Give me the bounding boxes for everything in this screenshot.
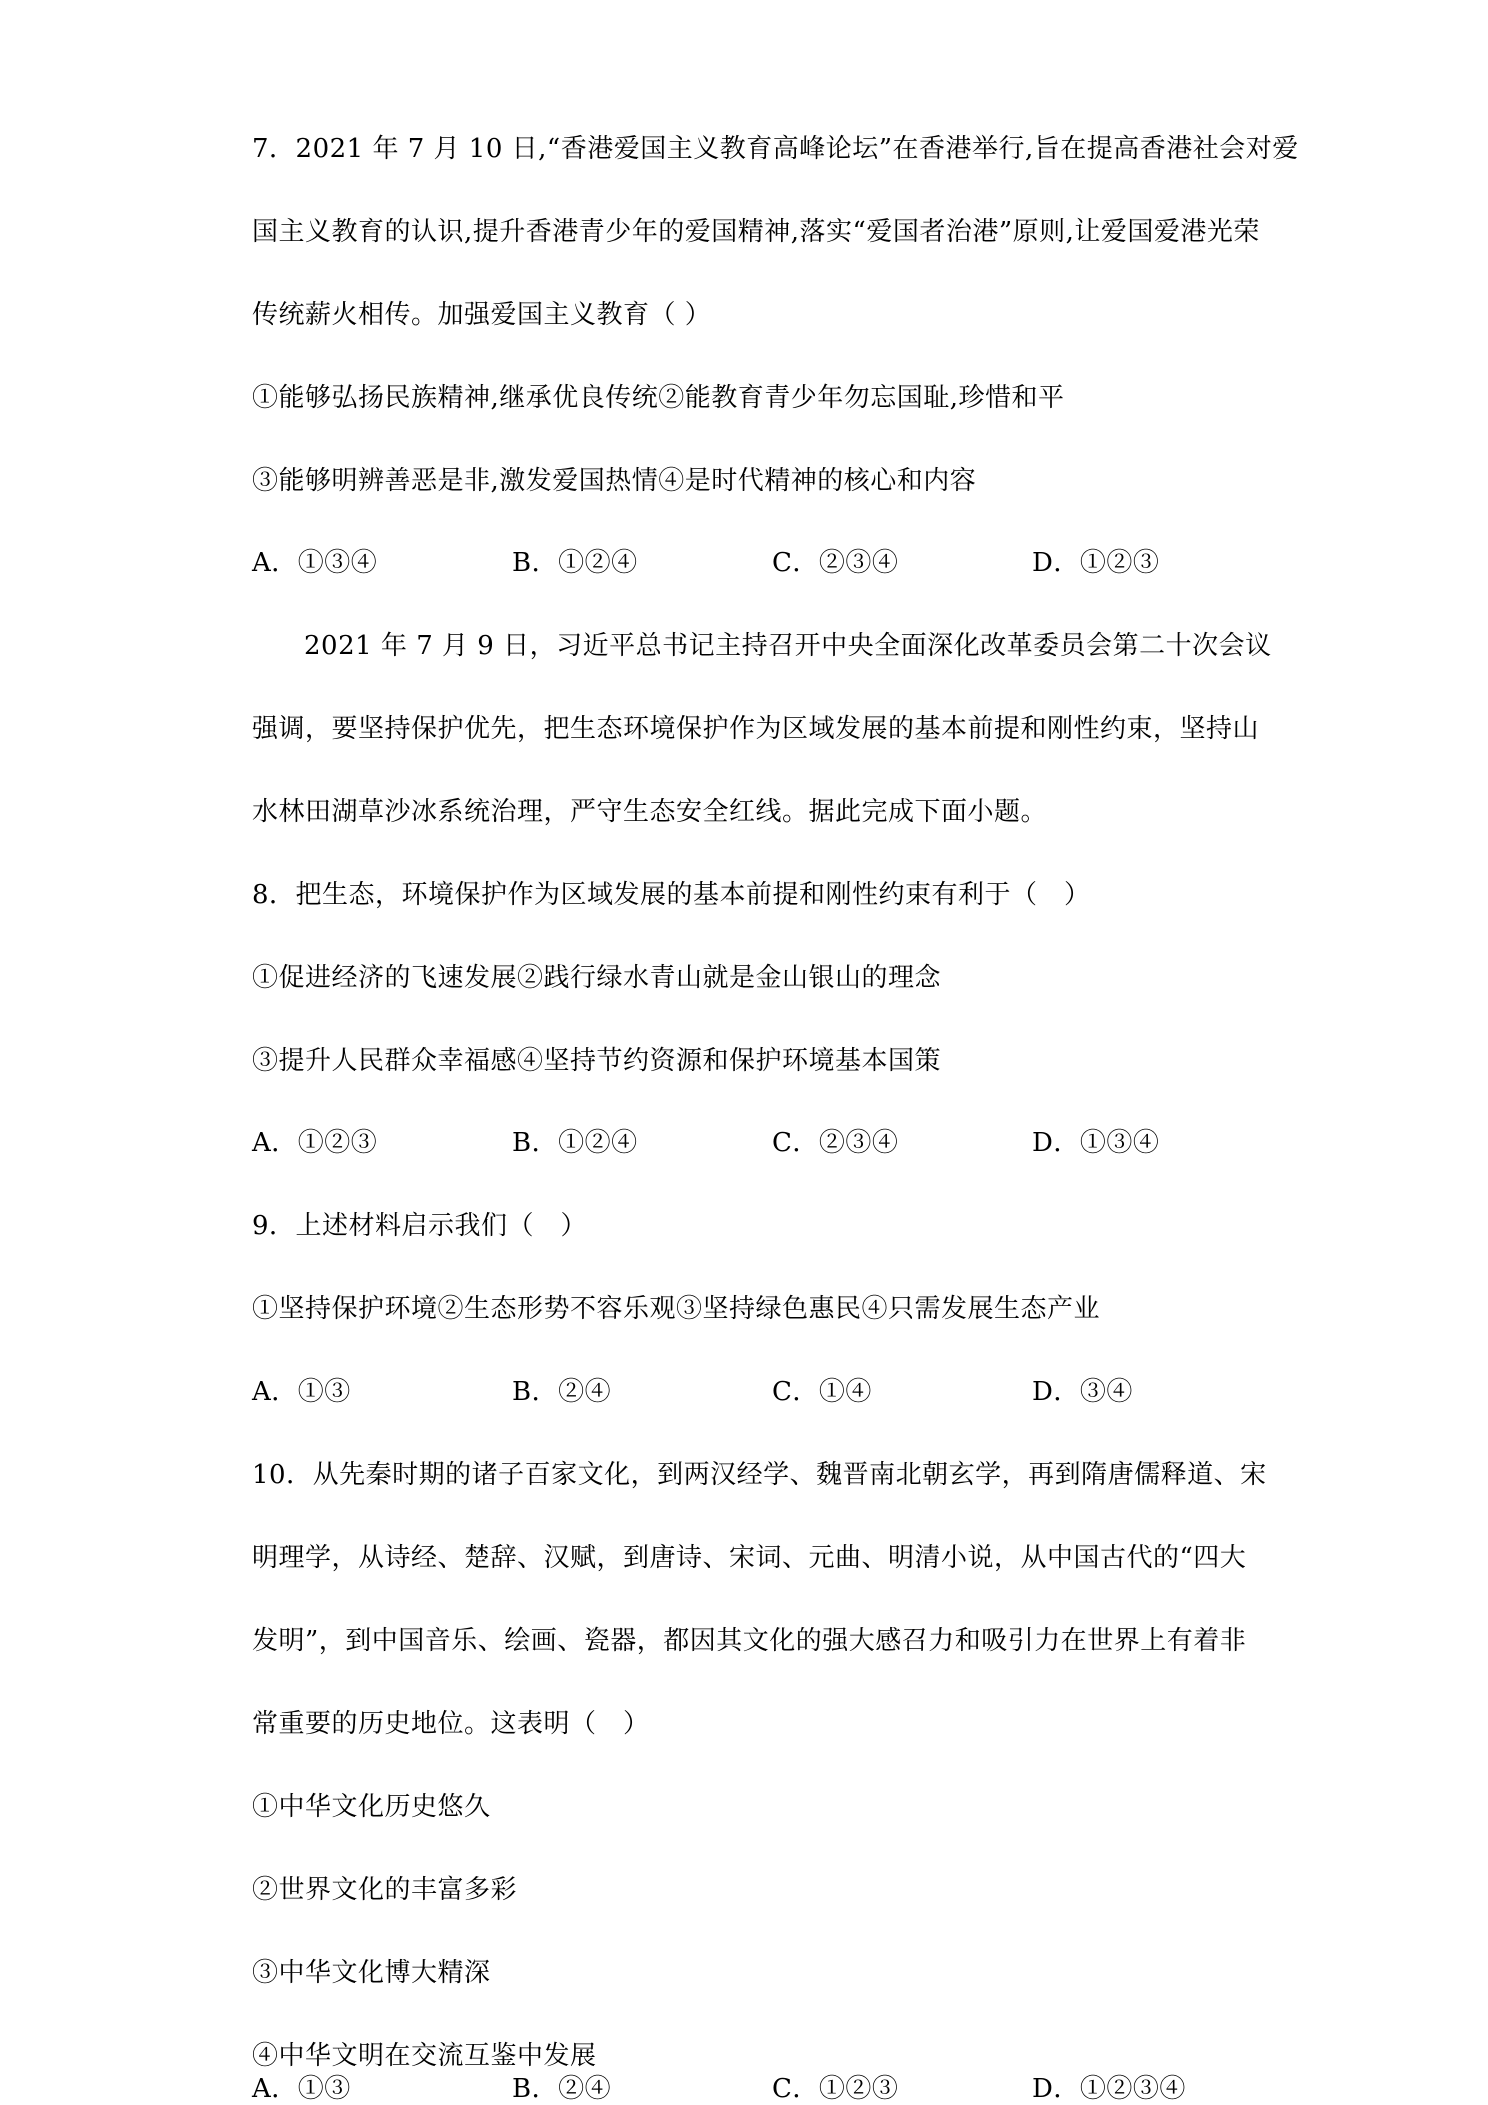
q7-statement-2: ③能够明辨善恶是非,激发爱国热情④是时代精神的核心和内容 (252, 466, 977, 496)
q9-stem: 9．上述材料启示我们（ ） (252, 1211, 588, 1241)
q10-statement-4: ④中华文明在交流互鉴中发展 (252, 2041, 597, 2071)
q9-option-a: A．①③ (252, 1377, 351, 1407)
material-line-3: 水林田湖草沙冰系统治理，严守生态安全红线。据此完成下面小题。 (252, 797, 1048, 827)
q9-option-c: C．①④ (772, 1377, 872, 1407)
q7-stem-line-2: 国主义教育的认识,提升香港青少年的爱国精神,落实“爱国者治港”原则,让爱国爱港光荣 (252, 217, 1260, 247)
q7-stem-line-1: 7．2021 年 7 月 10 日,“香港爱国主义教育高峰论坛”在香港举行,旨在提高香港社会对爱 (252, 134, 1299, 164)
q8-option-d: D．①③④ (1032, 1128, 1160, 1158)
q7-stem-line-3: 传统薪火相传。加强爱国主义教育（ ） (252, 300, 712, 330)
q10-stem-line-4: 常重要的历史地位。这表明（ ） (252, 1709, 650, 1739)
q10-stem-line-2: 明理学，从诗经、楚辞、汉赋，到唐诗、宋词、元曲、明清小说，从中国古代的“四大 (252, 1543, 1247, 1573)
q8-option-c: C．②③④ (772, 1128, 899, 1158)
q10-statement-3: ③中华文化博大精深 (252, 1958, 491, 1988)
q10-option-d: D．①②③④ (1032, 2074, 1186, 2104)
material-line-1: 2021 年 7 月 9 日，习近平总书记主持召开中央全面深化改革委员会第二十次会议 (304, 631, 1272, 661)
q9-statement-1: ①坚持保护环境②生态形势不容乐观③坚持绿色惠民④只需发展生态产业 (252, 1294, 1101, 1324)
q10-statement-2: ②世界文化的丰富多彩 (252, 1875, 518, 1905)
q10-statement-1: ①中华文化历史悠久 (252, 1792, 491, 1822)
q9-option-d: D．③④ (1032, 1377, 1133, 1407)
q10-stem-line-3: 发明”，到中国音乐、绘画、瓷器，都因其文化的强大感召力和吸引力在世界上有着非 (252, 1626, 1247, 1656)
q8-statement-1: ①促进经济的飞速发展②践行绿水青山就是金山银山的理念 (252, 963, 942, 993)
material-line-2: 强调，要坚持保护优先，把生态环境保护作为区域发展的基本前提和刚性约束，坚持山 (252, 714, 1260, 744)
q7-statement-1: ①能够弘扬民族精神,继承优良传统②能教育青少年勿忘国耻,珍惜和平 (252, 383, 1065, 413)
q8-option-a: A．①②③ (252, 1128, 378, 1158)
q8-stem: 8．把生态，环境保护作为区域发展的基本前提和刚性约束有利于（ ） (252, 880, 1091, 910)
q10-option-a: A．①③ (252, 2074, 351, 2104)
q10-option-b: B．②④ (512, 2074, 612, 2104)
q7-option-b: B．①②④ (512, 548, 638, 578)
q8-option-b: B．①②④ (512, 1128, 638, 1158)
q9-option-b: B．②④ (512, 1377, 612, 1407)
q7-option-a: A．①③④ (252, 548, 378, 578)
q10-stem-line-1: 10．从先秦时期的诸子百家文化，到两汉经学、魏晋南北朝玄学，再到隋唐儒释道、宋 (252, 1460, 1267, 1490)
q7-option-d: D．①②③ (1032, 548, 1160, 578)
q10-option-c: C．①②③ (772, 2074, 899, 2104)
q8-statement-2: ③提升人民群众幸福感④坚持节约资源和保护环境基本国策 (252, 1046, 942, 1076)
q7-option-c: C．②③④ (772, 548, 899, 578)
